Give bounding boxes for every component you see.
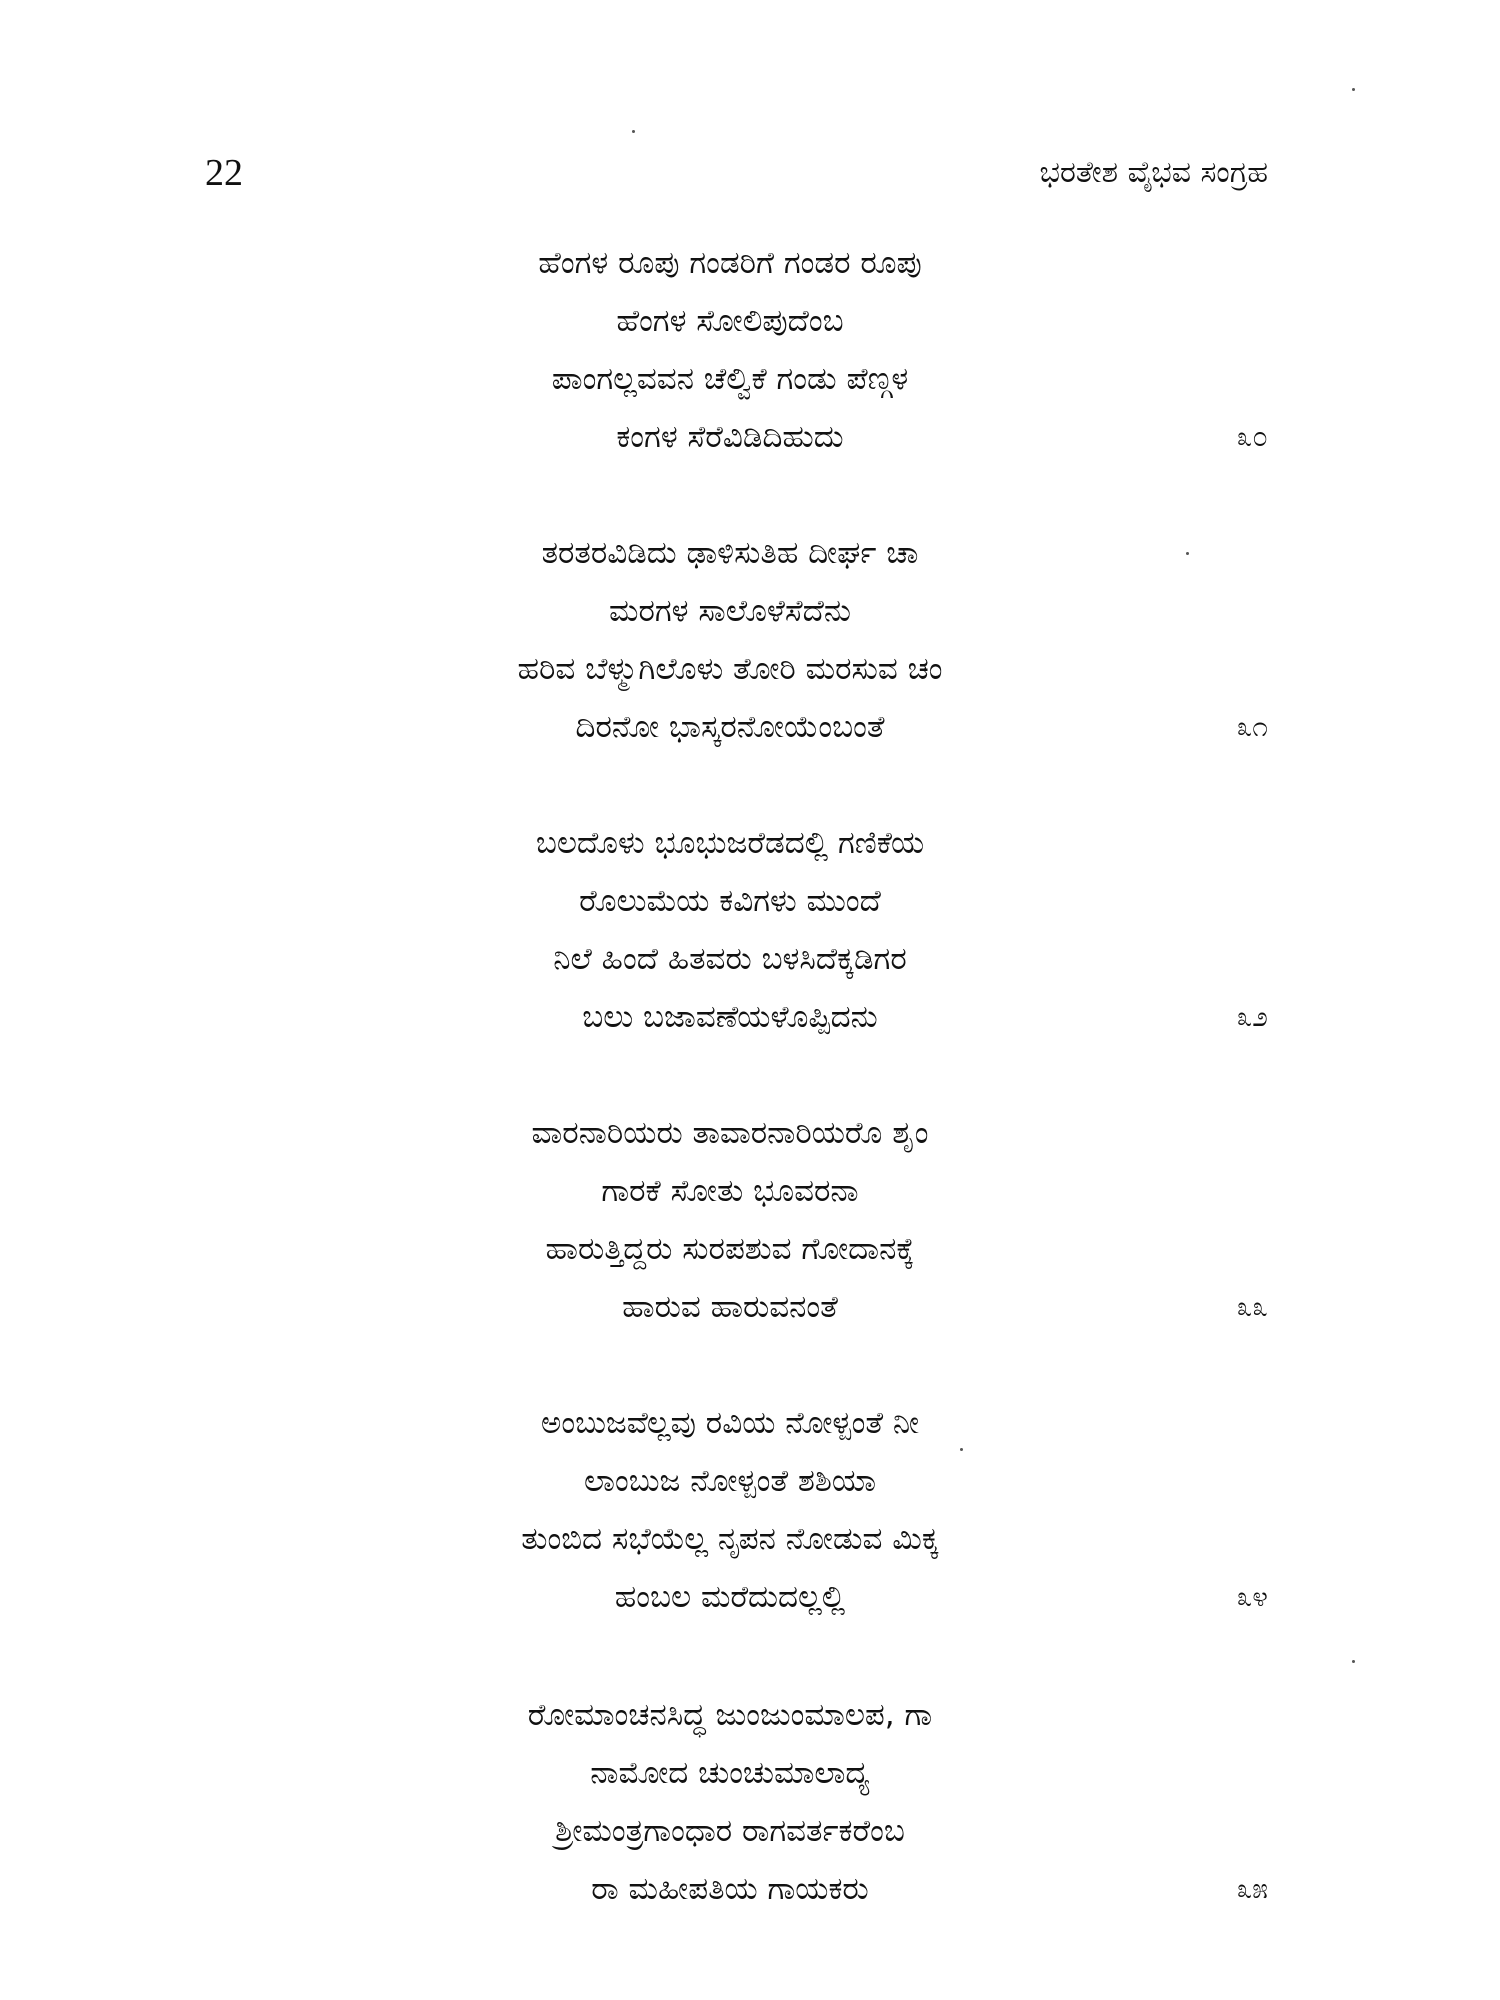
verse-line: ರೊಲುಮೆಯ ಕವಿಗಳು ಮುಂದೆ bbox=[579, 883, 881, 919]
verse-line: ನಿಲೆ ಹಿಂದೆ ಹಿತವರು ಬಳಸಿದೆಕ್ಕಡಿಗರ bbox=[553, 941, 907, 977]
stanza-31 bbox=[300, 524, 1160, 756]
verse-line: ಶ್ರೀಮಂತ್ರಗಾಂಧಾರ ರಾಗವರ್ತಕರೆಂಬ bbox=[555, 1813, 905, 1849]
verse-number-30: ೩೦ bbox=[1236, 420, 1268, 453]
verse-line: ನಾಮೋದ ಚುಂಚುಮಾಲಾದ್ಯ bbox=[590, 1755, 870, 1791]
stanza-35 bbox=[300, 1686, 1160, 1918]
verse-line: ಪಾಂಗಲ್ಲವವನ ಚೆಲ್ವಿಕೆ ಗಂಡು ಪೆಣ್ಗಳ bbox=[551, 361, 909, 397]
verse-number-34: ೩೪ bbox=[1236, 1580, 1268, 1613]
verse-line: ಗಾರಕೆ ಸೋತು ಭೂವರನಾ bbox=[601, 1173, 859, 1209]
verse-line: ಲಾಂಬುಜ ನೋಳ್ಪಂತೆ ಶಶಿಯಾ bbox=[583, 1463, 877, 1499]
verse-line: ರಾ ಮಹೀಪತಿಯ ಗಾಯಕರು bbox=[591, 1871, 869, 1907]
stanza-33 bbox=[300, 1104, 1160, 1336]
verse-line: ಹಂಬಲ ಮರೆದುದಲ್ಲಲ್ಲಿ bbox=[614, 1579, 846, 1615]
verse-number-32: ೩೨ bbox=[1236, 1000, 1268, 1033]
stanza-34 bbox=[300, 1394, 1160, 1626]
scan-speck bbox=[960, 1448, 963, 1451]
verse-number-31: ೩೧ bbox=[1236, 710, 1268, 743]
verse-line: ದಿರನೋ ಭಾಸ್ಕರನೋಯೆಂಬಂತೆ bbox=[575, 709, 885, 745]
scan-speck bbox=[632, 130, 635, 133]
verse-line: ಬಲದೊಳು ಭೂಭುಜರೆಡದಲ್ಲಿ ಗಣಿಕೆಯ bbox=[535, 825, 925, 861]
scan-speck bbox=[1352, 88, 1355, 91]
verse-number-33: ೩೩ bbox=[1236, 1290, 1268, 1323]
verse-line: ಹೆಂಗಳ ರೂಪು ಗಂಡರಿಗೆ ಗಂಡರ ರೂಪು bbox=[538, 245, 922, 281]
stanza-30 bbox=[300, 234, 1160, 466]
scan-speck bbox=[1186, 552, 1189, 555]
verse-line: ವಾರನಾರಿಯರು ತಾವಾರನಾರಿಯರೊ ಶೃಂ bbox=[531, 1115, 929, 1151]
verse-line: ಹಾರುತ್ತಿದ್ದರು ಸುರಪಶುವ ಗೋದಾನಕ್ಕೆ bbox=[545, 1231, 915, 1267]
verse-line: ಮರಗಳ ಸಾಲೊಳೆಸೆದೆನು bbox=[609, 593, 851, 629]
running-title: ಭರತೇಶ ವೈಭವ ಸಂಗ್ರಹ bbox=[1039, 155, 1268, 190]
verse-line: ರೋಮಾಂಚನಸಿದ್ಧ ಜುಂಜುಂಮಾಲಪ, ಗಾ bbox=[527, 1697, 933, 1733]
page-number: 22 bbox=[205, 152, 243, 194]
verse-line: ಅಂಬುಜವೆಲ್ಲವು ರವಿಯ ನೋಳ್ಪಂತೆ ನೀ bbox=[540, 1405, 920, 1441]
verse-line: ಹಾರುವ ಹಾರುವನಂತೆ bbox=[622, 1289, 838, 1325]
verse-number-35: ೩೫ bbox=[1236, 1872, 1268, 1905]
verse-line: ತರತರವಿಡಿದು ಢಾಳಿಸುತಿಹ ದೀರ್ಘ ಚಾ bbox=[541, 535, 919, 571]
scan-speck bbox=[1352, 1660, 1355, 1663]
verse-line: ಬಲು ಬಜಾವಣೆಯಳೊಪ್ಪಿದನು bbox=[582, 999, 878, 1035]
verse-line: ತುಂಬಿದ ಸಭೆಯೆಲ್ಲ ನೃಪನ ನೋಡುವ ಮಿಕ್ಕ bbox=[521, 1521, 939, 1557]
verse-line: ಹರಿವ ಬೆಳ್ಮುಗಿಲೊಳು ತೋರಿ ಮರಸುವ ಚಂ bbox=[517, 651, 943, 687]
verse-line: ಕಂಗಳ ಸೆರೆವಿಡಿದಿಹುದು bbox=[616, 419, 844, 455]
stanza-32 bbox=[300, 814, 1160, 1046]
verse-line: ಹೆಂಗಳ ಸೋಲಿಪುದೆಂಬ bbox=[616, 303, 844, 339]
